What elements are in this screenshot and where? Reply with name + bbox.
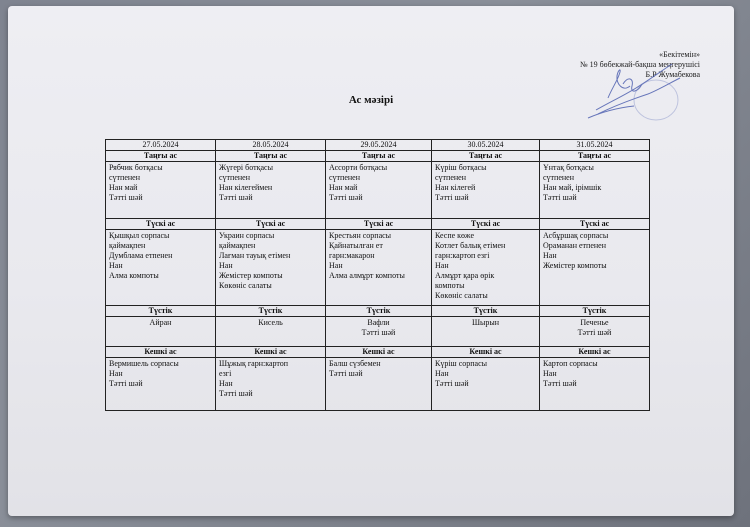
dish: сүтпенен bbox=[219, 173, 250, 182]
dish: Нан bbox=[109, 369, 123, 378]
meal-label: Түстік bbox=[432, 306, 540, 317]
dish: езгі bbox=[219, 369, 232, 378]
menu-cell bbox=[326, 230, 432, 306]
dish: Тәтті шәй bbox=[109, 379, 143, 388]
dish: Котлет балық етімен bbox=[435, 241, 506, 250]
dish: Алма алмұрт компоты bbox=[329, 271, 405, 280]
dish: Алма компоты bbox=[109, 271, 159, 280]
meal-label: Таңғы ас bbox=[432, 151, 540, 162]
dish: компоты bbox=[435, 281, 465, 290]
dish: Ораманан етпенен bbox=[543, 241, 606, 250]
menu-cell bbox=[432, 317, 540, 347]
dish: Тәтті шәй bbox=[219, 389, 253, 398]
meal-label: Кешкі ас bbox=[106, 347, 216, 358]
menu-cell bbox=[432, 162, 540, 219]
dish: қаймақпен bbox=[109, 241, 146, 250]
menu-cell bbox=[216, 162, 326, 219]
dish: Тәтті шәй bbox=[435, 193, 469, 202]
dish: Нан май, ірімшік bbox=[543, 183, 602, 192]
dish: Украин сорпасы bbox=[219, 231, 275, 240]
dish: Тәтті шәй bbox=[329, 193, 363, 202]
menu-cell bbox=[106, 317, 216, 347]
dish: Нан май bbox=[109, 183, 138, 192]
meal-label: Кешкі ас bbox=[540, 347, 650, 358]
dish: Жемістер компоты bbox=[219, 271, 283, 280]
dish: сүтпенен bbox=[543, 173, 574, 182]
dish: сүтпенен bbox=[109, 173, 140, 182]
menu-cell bbox=[326, 162, 432, 219]
dish: Вермишель сорпасы bbox=[109, 359, 179, 368]
dish: Тәтті шәй bbox=[219, 193, 253, 202]
signature-stamp-icon bbox=[568, 48, 688, 128]
menu-cell bbox=[432, 230, 540, 306]
menu-cell bbox=[326, 358, 432, 411]
dish: Думблама етпенен bbox=[109, 251, 173, 260]
menu-cell bbox=[432, 358, 540, 411]
meal-label: Түстік bbox=[106, 306, 216, 317]
dish: Күріш ботқасы bbox=[435, 163, 487, 172]
meal-label: Түстік bbox=[540, 306, 650, 317]
snack-header-row bbox=[106, 306, 650, 317]
dish: Жемістер компоты bbox=[543, 261, 607, 270]
dish: Күріш сорпасы bbox=[435, 359, 488, 368]
meal-label: Түскі ас bbox=[432, 219, 540, 230]
dish: Тәтті шәй bbox=[543, 379, 577, 388]
approval-line-1: «Бекітемін» bbox=[659, 50, 700, 59]
meal-label: Таңғы ас bbox=[106, 151, 216, 162]
menu-cell bbox=[216, 358, 326, 411]
date-cell: 31.05.2024 bbox=[540, 140, 650, 151]
dish: Тәтті шәй bbox=[109, 193, 143, 202]
dish: Қайнатылған ет bbox=[329, 241, 383, 250]
dish: Нан bbox=[543, 369, 557, 378]
dish: Балш сүзбемен bbox=[329, 359, 381, 368]
dish: Нан bbox=[109, 261, 123, 270]
dish: сүтпенен bbox=[435, 173, 466, 182]
dish: Тәтті шәй bbox=[577, 328, 612, 337]
meal-label: Таңғы ас bbox=[216, 151, 326, 162]
dish: Ұнтақ ботқасы bbox=[543, 163, 594, 172]
dish: Печенье bbox=[580, 318, 609, 327]
dish: Қышқыл сорпасы bbox=[109, 231, 170, 240]
dish: Крестьян сорпасы bbox=[329, 231, 392, 240]
dish: Айран bbox=[149, 318, 172, 327]
date-cell: 30.05.2024 bbox=[432, 140, 540, 151]
meal-label: Кешкі ас bbox=[432, 347, 540, 358]
meal-label: Таңғы ас bbox=[326, 151, 432, 162]
date-cell: 29.05.2024 bbox=[326, 140, 432, 151]
dish: Картоп сорпасы bbox=[543, 359, 598, 368]
dish: Асбұршақ сорпасы bbox=[543, 231, 609, 240]
dish: Шырын bbox=[471, 318, 500, 327]
dinner-header-row bbox=[106, 347, 650, 358]
menu-cell bbox=[540, 230, 650, 306]
dish: Рябчик ботқасы bbox=[109, 163, 163, 172]
menu-cell bbox=[540, 358, 650, 411]
dish: Вафли bbox=[367, 318, 390, 327]
meal-label: Таңғы ас bbox=[540, 151, 650, 162]
menu-cell bbox=[326, 317, 432, 347]
dish: Нан bbox=[435, 369, 449, 378]
meal-label: Түскі ас bbox=[326, 219, 432, 230]
dish: Кеспе көже bbox=[435, 231, 475, 240]
dish: Нан bbox=[219, 379, 233, 388]
dish: Нан bbox=[219, 261, 233, 270]
breakfast-row bbox=[106, 162, 650, 219]
menu-cell bbox=[106, 230, 216, 306]
dish: Нан bbox=[435, 261, 449, 270]
dish: сүтпенен bbox=[329, 173, 360, 182]
meal-label: Түскі ас bbox=[216, 219, 326, 230]
date-cell: 27.05.2024 bbox=[106, 140, 216, 151]
dish: Тәтті шәй bbox=[329, 369, 363, 378]
dish: Лағман тауық етімен bbox=[219, 251, 291, 260]
dish: Алмұрт қара өрік bbox=[435, 271, 495, 280]
meal-label: Түскі ас bbox=[540, 219, 650, 230]
meal-label: Түстік bbox=[216, 306, 326, 317]
menu-cell bbox=[106, 162, 216, 219]
dish: Тәтті шәй bbox=[435, 379, 469, 388]
dish: Тәтті шәй bbox=[543, 193, 577, 202]
dish: Тәтті шәй bbox=[361, 328, 396, 337]
date-cell: 28.05.2024 bbox=[216, 140, 326, 151]
lunch-row bbox=[106, 230, 650, 306]
dish: Кисель bbox=[258, 318, 283, 327]
dish: Шұжық гарн:картоп bbox=[219, 359, 289, 368]
meal-label: Кешкі ас bbox=[326, 347, 432, 358]
dish: гарн:картоп езгі bbox=[435, 251, 490, 260]
lunch-header-row bbox=[106, 219, 650, 230]
dish: Нан bbox=[329, 261, 343, 270]
dish: Жүгері ботқасы bbox=[219, 163, 273, 172]
dish: Нан кілегей bbox=[435, 183, 476, 192]
snack-row bbox=[106, 317, 650, 347]
breakfast-header-row bbox=[106, 151, 650, 162]
dish: Нан май bbox=[329, 183, 358, 192]
meal-label: Кешкі ас bbox=[216, 347, 326, 358]
meal-label: Түскі ас bbox=[106, 219, 216, 230]
approval-line-3: Б.Р Жумабекова bbox=[645, 70, 700, 79]
dates-row bbox=[106, 140, 650, 151]
meal-label: Түстік bbox=[326, 306, 432, 317]
dish: Ассорти ботқасы bbox=[329, 163, 388, 172]
dish: Нан bbox=[543, 251, 557, 260]
dish: Көкөніс салаты bbox=[219, 281, 272, 290]
dinner-row bbox=[106, 358, 650, 411]
menu-cell bbox=[106, 358, 216, 411]
dish: Көкөніс салаты bbox=[435, 291, 488, 300]
menu-cell bbox=[540, 317, 650, 347]
dish: гарн:макарон bbox=[329, 251, 375, 260]
dish: қаймақпен bbox=[219, 241, 256, 250]
dish: Нан кілегеймен bbox=[219, 183, 273, 192]
menu-cell bbox=[216, 317, 326, 347]
approval-line-2: № 19 бөбекжай-бақша меңгерушісі bbox=[579, 60, 700, 69]
menu-cell bbox=[540, 162, 650, 219]
menu-table bbox=[105, 139, 650, 411]
page-title: Ас мәзірі bbox=[348, 94, 394, 106]
menu-cell bbox=[216, 230, 326, 306]
